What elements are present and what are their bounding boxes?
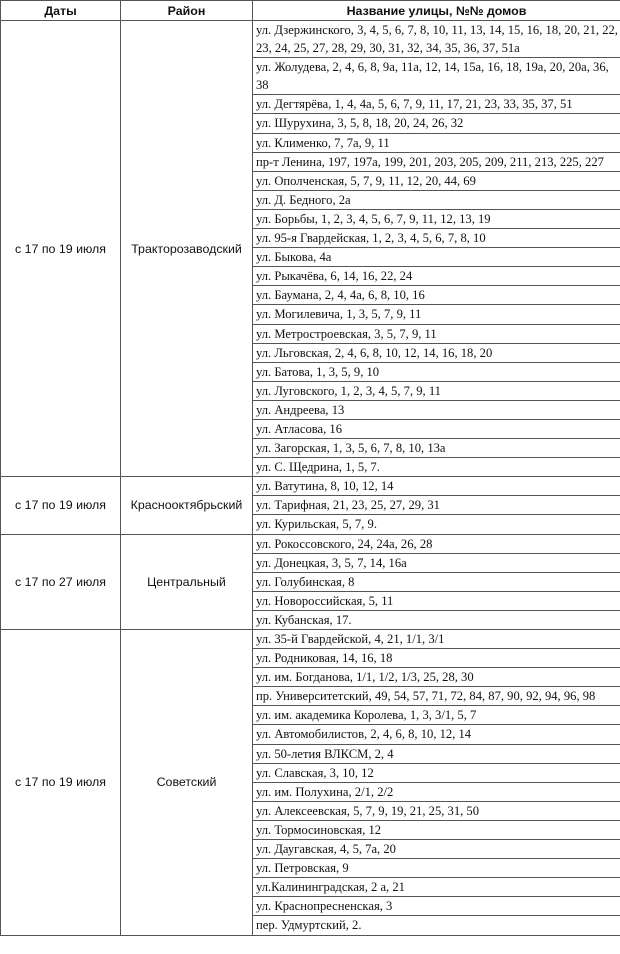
street-entry: ул. Андреева, 13 [253,400,620,419]
street-entry: ул. Льговская, 2, 4, 6, 8, 10, 12, 14, 16, 18, 20 [253,343,620,362]
dates-cell: с 17 по 19 июля [1,630,121,936]
street-entry: ул. Ватутина, 8, 10, 12, 14 [256,479,394,494]
street-entry: пр. Университетский, 49, 54, 57, 71, 72, 84, 87, 90, 92, 94, 96, 98 [253,686,620,705]
street-entry: ул. Дегтярёва, 1, 4, 4а, 5, 6, 7, 9, 11, 17, 21, 23, 33, 35, 37, 51 [253,94,620,113]
street-entry: ул. Баумана, 2, 4, 4а, 6, 8, 10, 16 [253,285,620,304]
street-entry: ул. Быкова, 4а [253,247,620,266]
street-entry: ул. Новороссийская, 5, 11 [253,591,620,610]
street-entry: ул. Тарифная, 21, 23, 25, 27, 29, 31 [253,495,620,514]
street-entry: ул. Борьбы, 1, 2, 3, 4, 5, 6, 7, 9, 11, 12, 13, 19 [253,209,620,228]
streets-cell [253,21,620,477]
street-entry: ул. Алексеевская, 5, 7, 9, 19, 21, 25, 31, 50 [253,801,620,820]
street-entry: ул. Атласова, 16 [253,419,620,438]
street-entry: ул. Клименко, 7, 7а, 9, 11 [253,133,620,152]
street-entry: ул. 50-летия ВЛКСМ, 2, 4 [253,744,620,763]
table-header [1,1,620,21]
street-entry: ул. Д. Бедного, 2а [253,190,620,209]
street-entry: ул. Жолудева, 2, 4, 6, 8, 9а, 11а, 12, 14, 15а, 16, 18, 19а, 20, 20а, 36, 38 [253,57,620,94]
street-entry: ул. Донецкая, 3, 5, 7, 14, 16а [253,553,620,572]
street-entry: ул. Голубинская, 8 [253,572,620,591]
street-entry: ул. Дзержинского, 3, 4, 5, 6, 7, 8, 10, 11, 13, 14, 15, 16, 18, 20, 21, 22, 23, 24, 25, 27, 28, 29, 30, 31, 32, 34, 35, 36, 37, 51а [256,23,618,56]
street-entry: ул. 35-й Гвардейской, 4, 21, 1/1, 3/1 [256,632,445,646]
table-row [1,477,620,534]
header-district: Район [121,1,253,21]
street-entry: ул. Ополченская, 5, 7, 9, 11, 12, 20, 44, 69 [253,171,620,190]
street-entry: ул. Рокоссовского, 24, 24а, 26, 28 [256,536,433,551]
street-entry: ул. Могилевича, 1, 3, 5, 7, 9, 11 [253,304,620,323]
streets-cell [253,534,620,629]
dates-cell: с 17 по 19 июля [1,477,121,534]
street-entry: ул. С. Щедрина, 1, 5, 7. [253,457,620,476]
table-row [1,534,620,629]
street-entry: ул. им. Богданова, 1/1, 1/2, 1/3, 25, 28, 30 [253,667,620,686]
street-entry: ул. Тормосиновская, 12 [253,820,620,839]
street-entry: ул. Кубанская, 17. [253,610,620,629]
street-entry: ул. Рыкачёва, 6, 14, 16, 22, 24 [253,266,620,285]
street-entry: ул. Шурухина, 3, 5, 8, 18, 20, 24, 26, 32 [253,113,620,132]
header-dates: Даты [1,1,121,21]
street-entry: пр-т Ленина, 197, 197а, 199, 201, 203, 205, 209, 211, 213, 225, 227 [253,152,620,171]
district-cell: Краснооктябрьский [121,477,253,534]
table-row [1,21,620,477]
street-entry: ул. им. Полухина, 2/1, 2/2 [253,782,620,801]
district-cell: Тракторозаводский [121,21,253,477]
district-cell: Центральный [121,534,253,629]
street-entry: ул. Петровская, 9 [253,858,620,877]
street-entry: ул. Загорская, 1, 3, 5, 6, 7, 8, 10, 13а [253,438,620,457]
street-entry: ул.Калининградская, 2 а, 21 [253,877,620,896]
street-entry: ул. 95-я Гвардейская, 1, 2, 3, 4, 5, 6, 7, 8, 10 [253,228,620,247]
streets-cell [253,630,620,936]
street-entry: ул. Даугавская, 4, 5, 7а, 20 [253,839,620,858]
street-entry: ул. Краснопресненская, 3 [253,896,620,915]
dates-cell: с 17 по 27 июля [1,534,121,629]
table-row [1,630,620,936]
street-entry: ул. Автомобилистов, 2, 4, 6, 8, 10, 12, 14 [253,724,620,743]
dates-cell: с 17 по 19 июля [1,21,121,477]
street-entry: ул. Луговского, 1, 2, 3, 4, 5, 7, 9, 11 [253,381,620,400]
street-entry: пер. Удмуртский, 2. [253,915,620,934]
header-row [1,1,620,21]
header-streets: Название улицы, №№ домов [253,1,620,21]
street-entry: ул. Курильская, 5, 7, 9. [253,514,620,533]
table-body [1,21,620,936]
street-entry: ул. Славская, 3, 10, 12 [253,763,620,782]
street-entry: ул. Родниковая, 14, 16, 18 [253,648,620,667]
street-entry: ул. Метростроевская, 3, 5, 7, 9, 11 [253,324,620,343]
street-entry: ул. Батова, 1, 3, 5, 9, 10 [253,362,620,381]
street-entry: ул. им. академика Королева, 1, 3, 3/1, 5, 7 [253,705,620,724]
streets-cell [253,477,620,534]
district-cell: Советский [121,630,253,936]
